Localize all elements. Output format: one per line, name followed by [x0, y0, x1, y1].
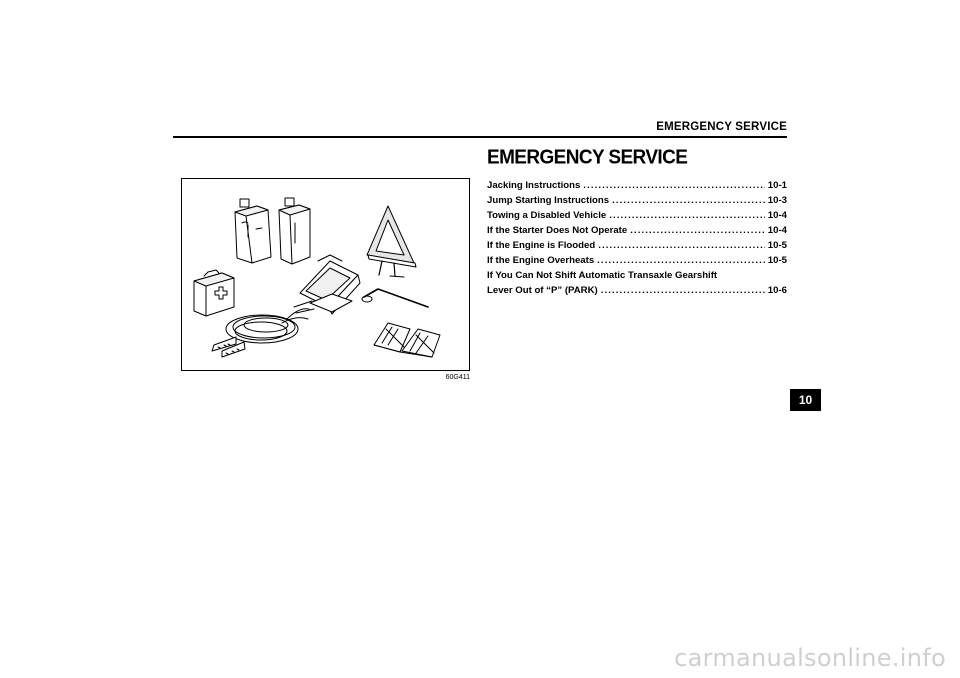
toc-entry[interactable] [487, 178, 787, 193]
fluid-jug-icon [279, 198, 310, 264]
toc-entry[interactable] [487, 193, 787, 208]
toc-entry-page: 10-4 [767, 210, 787, 221]
toc-entry-page: 10-5 [767, 240, 787, 251]
toc-leader [612, 193, 765, 208]
toc-entry[interactable] [487, 283, 787, 298]
toc-entry-page: 10-5 [767, 255, 787, 266]
toc-entry-title: Lever Out of “P” (PARK) [487, 285, 598, 296]
car-jack-icon [300, 255, 360, 314]
toc-entry-title: Jacking Instructions [487, 180, 581, 191]
fluid-jug-icon [235, 199, 271, 263]
section-title: EMERGENCY SERVICE [487, 146, 688, 169]
toc-entry-title: If the Engine Overheats [487, 255, 595, 266]
toc-entry-page: 10-3 [767, 195, 787, 206]
figure-code: 60G411 [445, 374, 470, 381]
toc-entry[interactable] [487, 208, 787, 223]
toc-entry-title: If You Can Not Shift Automatic Transaxle Gearshift [487, 270, 718, 281]
toc-entry-page: 10-1 [767, 180, 787, 191]
toc-entry-title: Towing a Disabled Vehicle [487, 210, 607, 221]
toc-leader [583, 178, 765, 193]
toc-leader [598, 238, 765, 253]
toc-leader [609, 208, 765, 223]
running-head: EMERGENCY SERVICE [656, 121, 787, 133]
table-of-contents [487, 178, 787, 298]
toc-entry-page: 10-6 [767, 285, 787, 296]
toc-leader [601, 283, 765, 298]
wheel-chock-icon [374, 323, 440, 357]
toc-leader [597, 253, 765, 268]
toc-leader [630, 223, 765, 238]
toc-entry-title: If the Engine is Flooded [487, 240, 596, 251]
toc-entry-title: If the Starter Does Not Operate [487, 225, 628, 236]
emergency-kit-figure [181, 178, 470, 371]
jack-handle-icon [362, 289, 428, 307]
watermark: carmanualsonline.info [674, 644, 946, 672]
toc-entry-title: Jump Starting Instructions [487, 195, 610, 206]
toc-entry[interactable] [487, 238, 787, 253]
toc-entry[interactable] [487, 253, 787, 268]
toc-entry-page: 10-4 [767, 225, 787, 236]
chapter-tab: 10 [790, 389, 821, 411]
toc-entry[interactable] [487, 223, 787, 238]
toc-entry[interactable] [487, 268, 787, 283]
first-aid-kit-icon [194, 270, 234, 316]
header-rule [173, 136, 787, 138]
warning-triangle-icon [367, 206, 416, 277]
